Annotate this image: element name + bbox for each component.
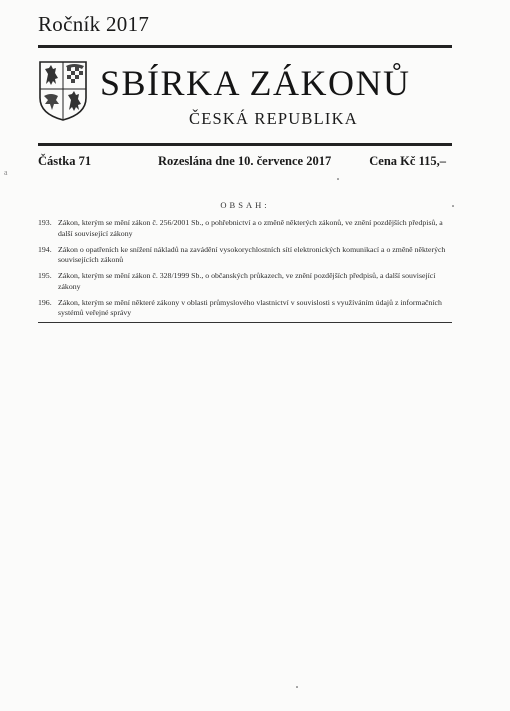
page-title: SBÍRKA ZÁKONŮ xyxy=(100,63,411,103)
contents-end-rule xyxy=(38,322,452,323)
page-subtitle: ČESKÁ REPUBLIKA xyxy=(189,109,358,128)
header-rule xyxy=(38,143,452,146)
toc-item[interactable] xyxy=(38,218,452,239)
contents-heading: OBSAH: xyxy=(220,200,270,210)
margin-mark: a xyxy=(4,168,8,177)
scan-speck xyxy=(337,178,339,180)
toc-item[interactable] xyxy=(38,245,452,266)
toc-item[interactable] xyxy=(38,271,452,292)
issue-price: Cena Kč 115,– xyxy=(369,154,446,168)
scan-speck xyxy=(296,686,298,688)
toc-item-text: Zákon, kterým se mění některé zákony v oblasti průmyslového vlastnictví v souvislosti s využíváním údajů z informačních systémů veřejné správy xyxy=(58,297,442,317)
toc-item-number: 193. xyxy=(38,218,52,227)
czech-coat-of-arms-icon xyxy=(38,60,88,122)
toc-item-number: 194. xyxy=(38,244,52,254)
toc-item-number: 195. xyxy=(38,271,52,280)
toc-item-text: Zákon o opatřeních ke snížení nákladů na zavádění vysokorychlostních sítí elektronických komunikací a o změně některých souvisejících zákonů xyxy=(58,244,446,264)
volume-label: Ročník 2017 xyxy=(38,12,150,36)
toc-item-text: Zákon, kterým se mění zákon č. 328/1999 Sb., o občanských průkazech, ve znění pozdějších předpisů, a další související zákony xyxy=(58,271,436,291)
toc-item-text: Zákon, kterým se mění zákon č. 256/2001 Sb., o pohřebnictví a o změně některých zákonů, ve znění pozdějších předpisů, a další související zákony xyxy=(58,218,443,238)
toc-item-number: 196. xyxy=(38,297,52,307)
top-rule xyxy=(38,45,452,48)
scan-speck xyxy=(452,205,454,207)
table-of-contents xyxy=(38,218,452,324)
toc-item[interactable] xyxy=(38,298,452,319)
issue-date: Rozeslána dne 10. července 2017 xyxy=(158,154,332,168)
issue-number: Částka 71 xyxy=(38,154,92,168)
